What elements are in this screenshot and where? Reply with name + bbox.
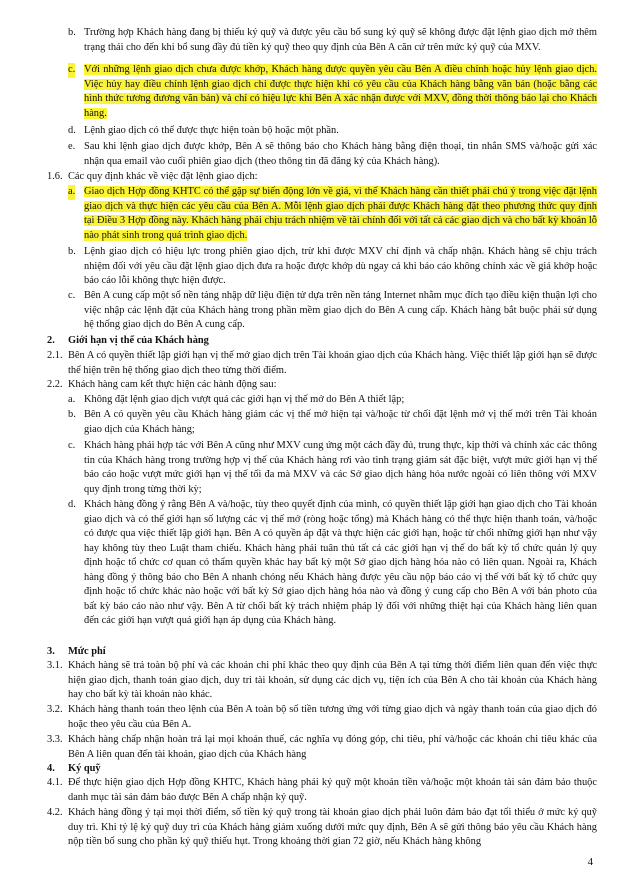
item-label: 3.3. [47, 734, 63, 745]
section-number: 2. [47, 335, 55, 346]
item-label: 1.6. [47, 171, 63, 182]
item-label: 4.2. [47, 807, 63, 818]
item-text [84, 185, 597, 243]
item-text: Khách hàng phải hợp tác với Bên A cũng như MXV cung ứng một cách đầy đủ, trung thực, kịp thời và chính xác các thông tin của Khách hàng trong trường hợp vị thế của Khách hàng rơi vào tình trạng giám sát đặc biệt, vượt mức giới hạn vị thế báo cáo hoặc vượt mức giới hạn vị thế tối đa mà MXV và các Sở giao dịch hàng hóa nước ngoài có liên thông với MXV quy định trong từng thời kỳ; [84, 440, 597, 495]
item-text: Khách hàng chấp nhận hoàn trả lại mọi khoản thuế, các nghĩa vụ đóng góp, chi tiêu, phí và/hoặc các khoản chi tiêu khác của Bên A liên quan đến tài khoản, giao dịch của Khách hàng [68, 734, 597, 760]
item-label: 3.1. [47, 660, 63, 671]
item-label: a. [68, 394, 76, 405]
item-label: c. [68, 440, 76, 451]
item-label: 4.1. [47, 777, 63, 788]
item-text: Khách hàng đồng ý tại mọi thời điểm, số tiền ký quỹ trong tài khoản giao dịch phải luôn đảm bảo đạt tối thiểu ở mức ký quỹ duy trì. Khi tỷ lệ ký quỹ duy trì của Khách hàng giảm xuống dưới mức quy định, Bên A sẽ gửi thông báo yêu cầu Khách hàng nộp tiền bổ sung cho phần ký quỹ thiếu hụt. Trong khoảng thời gian 72 giờ, nếu Khách hàng không [68, 807, 597, 847]
item-text: Không đặt lệnh giao dịch vượt quá các giới hạn vị thế mở do Bên A thiết lập; [84, 394, 405, 405]
section-title: Giới hạn vị thế của Khách hàng [68, 335, 209, 346]
item-label: c. [68, 63, 75, 78]
item-text: Lệnh giao dịch có hiệu lực trong phiên giao dịch, trừ khi được MXV chỉ định và chấp nhận. Khách hàng sẽ chịu trách nhiệm đối với yêu cầu đặt lệnh giao dịch đưa ra hoặc được khớp dù ngay cả khi báo cáo không chính xác về giá khớp hoặc báo cáo lỗi không thực hiện được. [84, 246, 597, 286]
item-label: 2.1. [47, 350, 63, 361]
item-text: Khách hàng đồng ý rằng Bên A và/hoặc, tùy theo quyết định của mình, có quyền thiết lập giới hạn giao dịch cho Tài khoản giao dịch và có thể giới hạn số lượng các vị thế mở (ròng hoặc tổng) mà Khách hàng có thể thực hiện thanh toán, và/hoặc có được qua việc thiết lập giới hạn. Bên A có quyền áp đặt và thực hiện các giới hạn, hoặc từ chối những giới hạn như vậy hay không tùy theo Luật tham chiếu. Khách hàng phải tuân thủ tất cả các giới hạn vị thế do bất kỳ tổ chức quản lý quy định hoặc tổ chức cơ quan có thẩm quyền khác hay bất kỳ một Sở giao dịch hàng hóa nào có liên quan. Ngoài ra, Khách hàng đồng ý thông báo cho Bên A nhanh chóng nếu Khách hàng được yêu cầu nộp báo cáo vị thế với bất kỳ tổ chức quy định hoặc tổ chức khác nào hoặc với bất kỳ Sở giao dịch hàng hóa nào và đồng ý cung cấp cho Bên A với bản photo của bất kỳ báo cáo nào như vậy. Bên A từ chối bất kỳ trách nhiệm pháp lý đối với những thiệt hại của Khách hàng liên quan đến các giới hạn vượt quá giới hạn áp dụng của Khách hàng. [84, 499, 597, 626]
item-text: Khách hàng cam kết thực hiện các hành động sau: [68, 379, 277, 390]
item-label: b. [68, 246, 76, 257]
item-label: d. [68, 125, 76, 136]
item-label: b. [68, 27, 76, 38]
item-text: Lệnh giao dịch có thể được thực hiện toàn bộ hoặc một phần. [84, 125, 339, 136]
section-number: 4. [47, 763, 55, 774]
item-label: d. [68, 499, 76, 510]
item-text: Bên A có quyền thiết lập giới hạn vị thế mở giao dịch trên Tài khoản giao dịch của Khách hàng. Việc thiết lập giới hạn sẽ được thể hiện trên hệ thống giao dịch theo từng thời điểm. [68, 350, 597, 376]
section-title: Ký quỹ [68, 763, 101, 774]
item-text [84, 63, 597, 121]
highlighted-text: Giao dịch Hợp đồng KHTC có thể gặp sự biến động lớn về giá, vì thế Khách hàng cần thiết phải chú ý trong việc đặt lệnh giao dịch và thực hiện các yêu cầu của Bên A. Mỗi lệnh giao dịch phải được Khách hàng đặt theo phương thức quy định tại Điều 3 Hợp đồng này. Khách hàng phải chịu trách nhiệm về tài chính đối với tất cả các giao dịch và cho bất kỳ khoản lỗ nào phát sinh trong quá trình giao dịch. [84, 186, 597, 241]
item-label: c. [68, 290, 76, 301]
item-text: Bên A cung cấp một số nền tảng nhập dữ liệu điện tử dựa trên nền tảng Internet nhằm mục đích tạo điều kiện thuận lợi cho việc nhập các lệnh đặt của Khách hàng trong phần mềm giao dịch do Bên A cung cấp. Khách hàng bắt buộc phải sử dụng hệ thống giao dịch do Bên A cung cấp. [84, 290, 597, 330]
item-label: 3.2. [47, 704, 63, 715]
page-number: 4 [587, 856, 593, 868]
section-title: Mức phí [68, 646, 106, 657]
item-text: Khách hàng sẽ trả toàn bộ phí và các khoản chi phí khác theo quy định của Bên A tại từng thời điểm liên quan đến việc thực hiện giao dịch, thanh toán giao dịch, duy trì tài khoản, sử dụng các dịch vụ, tiện ích của Bên A cho tài khoản của Khách hàng hay cho bất kỳ tài khoản nào khác. [68, 660, 597, 700]
item-text: Khách hàng thanh toán theo lệnh của Bên A toàn bộ số tiền tương ứng với từng giao dịch và ngày thanh toán của giao dịch đó hoặc theo yêu cầu của Bên A. [68, 704, 597, 730]
item-text: Để thực hiện giao dịch Hợp đồng KHTC, Khách hàng phải ký quỹ một khoản tiền và/hoặc một khoản tài sản đảm bảo thuộc danh mục tài sản đảm bảo được Bên A chấp nhận ký quỹ. [68, 777, 597, 803]
item-text: Bên A có quyền yêu cầu Khách hàng giảm các vị thế mở hiện tại và/hoặc từ chối đặt lệnh mở vị thế mới trên Tài khoản giao dịch của Khách hàng; [84, 409, 597, 435]
highlighted-text: Với những lệnh giao dịch chưa được khớp, Khách hàng được quyền yêu cầu Bên A điều chỉnh hoặc hủy lệnh giao dịch. Việc hủy hay điều chỉnh lệnh giao dịch chỉ được thực hiện khi có yêu cầu của Khách hàng bằng văn bản (hoặc bằng các hình thức tương đương văn bản) và chỉ có hiệu lực khi Bên A xác nhận được với MXV, đồng thời thông báo lại cho Khách hàng. [84, 64, 597, 119]
section-number: 3. [47, 646, 55, 657]
item-label: 2.2. [47, 379, 63, 390]
item-text: Sau khi lệnh giao dịch được khớp, Bên A sẽ thông báo cho Khách hàng bằng điện thoại, tin nhắn SMS và/hoặc gửi xác nhận qua email vào cuối phiên giao dịch (theo thông tin đã đăng ký của Khách hàng). [84, 141, 597, 167]
item-label: b. [68, 409, 76, 420]
item-label: a. [68, 185, 75, 200]
item-label: e. [68, 141, 76, 152]
item-text: Các quy định khác về việc đặt lệnh giao dịch: [68, 171, 258, 182]
item-text: Trường hợp Khách hàng đang bị thiếu ký quỹ và được yêu cầu bổ sung ký quỹ sẽ không được đặt lệnh giao dịch mở thêm trạng thái cho đến khi bổ sung đầy đủ tiền ký quỹ theo quy định của Bên A căn cứ trên mức ký quỹ của MXV. [84, 27, 597, 53]
